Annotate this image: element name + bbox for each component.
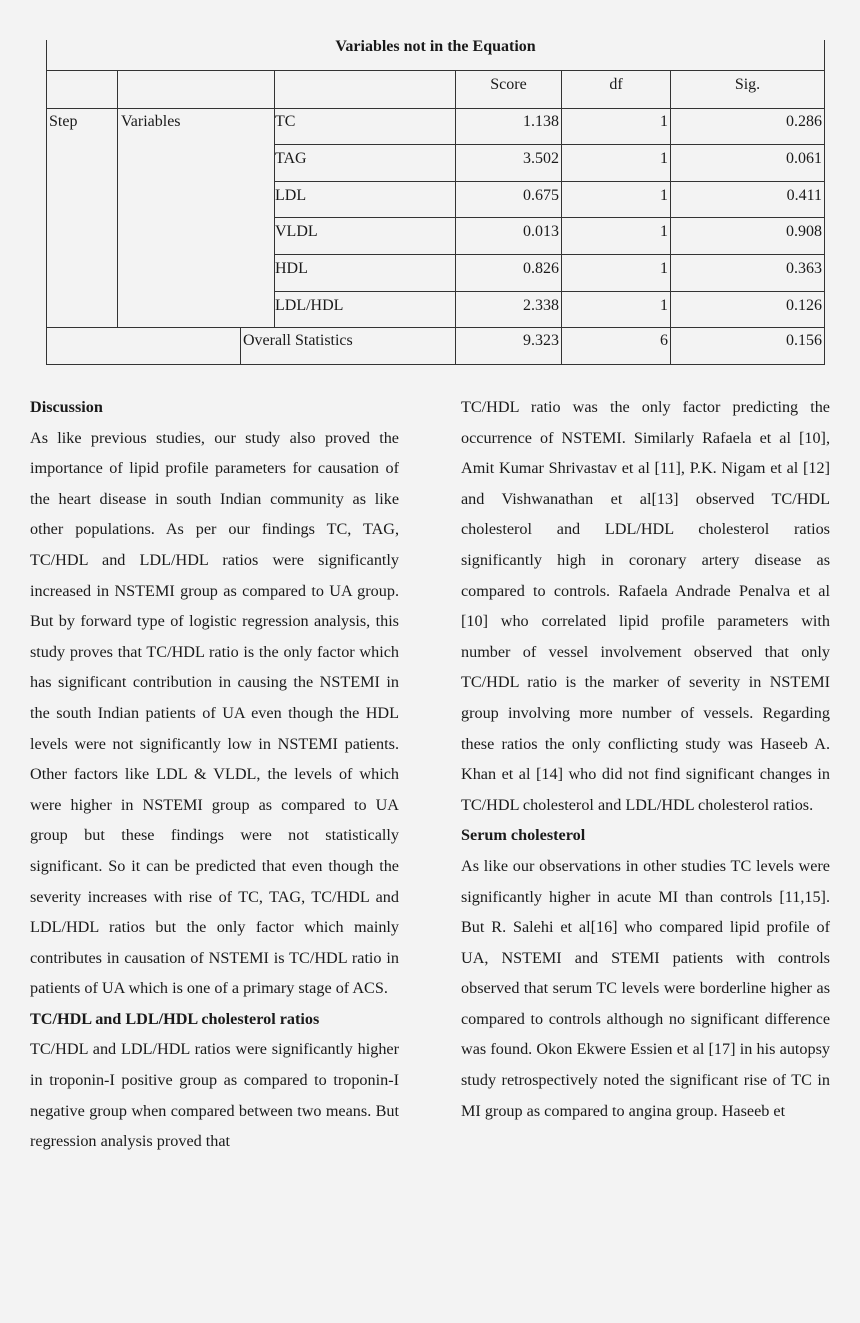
row-variable-name: HDL — [275, 260, 308, 277]
row-df: 1 — [660, 187, 668, 204]
row-score: 0.013 — [523, 223, 559, 240]
paragraph-ratios: TC/HDL and LDL/HDL ratios were significantly higher in troponin-I positive group as compared to troponin-I negative group when compared between two means. But regression analysis proved that — [30, 1040, 399, 1151]
heading-discussion: Discussion — [30, 398, 103, 416]
row-df: 1 — [660, 150, 668, 167]
paragraph-continued: TC/HDL ratio was the only factor predicting the occurrence of NSTEMI. Similarly Rafaela et al [10], Amit Kumar Shrivastav et al [11], P.K. Nigam et al [12] and Vishwanathan et al[13] observed TC/HDL cholesterol and LDL/HDL cholesterol ratios significantly high in coronary artery disease as compared to controls. Rafaela Andrade Penalva et al [10] who correlated lipid profile parameters with number of vessel involvement observed that only TC/HDL ratio is the marker of severity in NSTEMI group involving more number of vessels. Regarding these ratios the only conflicting study was Haseeb A. Khan et al [14] who did not find significant changes in TC/HDL cholesterol and LDL/HDL cholesterol ratios. — [461, 398, 830, 814]
row-df: 1 — [660, 297, 668, 314]
row-score: 1.138 — [523, 113, 559, 130]
row-variable-name: LDL/HDL — [275, 297, 344, 314]
row-score: 0.675 — [523, 187, 559, 204]
header-score: Score — [490, 76, 527, 93]
heading-ratios: TC/HDL and LDL/HDL cholesterol ratios — [30, 1009, 320, 1028]
overall-name: Overall Statistics — [243, 332, 353, 349]
row-score: 2.338 — [523, 297, 559, 314]
row-sig: 0.411 — [786, 187, 822, 204]
row-variable-name: TAG — [275, 150, 307, 167]
row-sig: 0.908 — [786, 223, 822, 240]
header-sig: Sig. — [734, 76, 761, 93]
step-label: Step — [49, 113, 78, 130]
variables-label: Variables — [121, 113, 181, 130]
row-variable-name: TC — [275, 113, 296, 130]
overall-score: 9.323 — [523, 332, 559, 349]
paragraph-serum: As like our observations in other studies TC levels were significantly higher in acute MI than controls [11,15]. But R. Salehi et al[16] who compared lipid profile of UA, NSTEMI and STEMI patients with controls observed that serum TC levels were borderline higher as compared to controls although no significant difference was found. Okon Ekwere Essien et al [17] in his autopsy study retrospectively noted the significant rise of TC in MI group as compared to angina group. Haseeb et — [461, 856, 830, 1120]
row-score: 0.826 — [523, 260, 559, 277]
left-column — [30, 392, 399, 1157]
row-df: 1 — [660, 223, 668, 240]
right-column — [461, 392, 830, 1126]
paragraph-discussion: As like previous studies, our study also proved the importance of lipid profile parameters for causation of the heart disease in south Indian community as like other populations. As per our findings TC, TAG, TC/HDL and LDL/HDL ratios were significantly increased in NSTEMI group as compared to UA group. But by forward type of logistic regression analysis, this study proves that TC/HDL ratio is the only factor which has significant contribution in causing the NSTEMI in the south Indian patients of UA even though the HDL levels were not significantly low in NSTEMI patients. Other factors like LDL & VLDL, the levels of which were higher in NSTEMI group as compared to UA group but these findings were not statistically significant. So it can be predicted that even though the severity increases with rise of TC, TAG, TC/HDL and LDL/HDL ratios but the only factor which mainly contributes in causation of NSTEMI is TC/HDL ratio in patients of UA which is one of a primary stage of ACS. — [30, 428, 399, 998]
row-sig: 0.061 — [786, 150, 822, 167]
row-sig: 0.363 — [786, 260, 822, 277]
header-df: df — [609, 76, 623, 93]
row-variable-name: LDL — [275, 187, 307, 204]
row-sig: 0.286 — [786, 113, 822, 130]
row-df: 1 — [660, 260, 668, 277]
table-title: Variables not in the Equation — [335, 38, 536, 55]
heading-serum-cholesterol: Serum cholesterol — [461, 826, 586, 845]
overall-df: 6 — [660, 332, 668, 349]
variables-table — [46, 40, 825, 365]
row-sig: 0.126 — [786, 297, 822, 314]
overall-sig: 0.156 — [786, 332, 822, 349]
row-score: 3.502 — [523, 150, 559, 167]
row-variable-name: VLDL — [275, 223, 318, 240]
row-df: 1 — [660, 113, 668, 130]
